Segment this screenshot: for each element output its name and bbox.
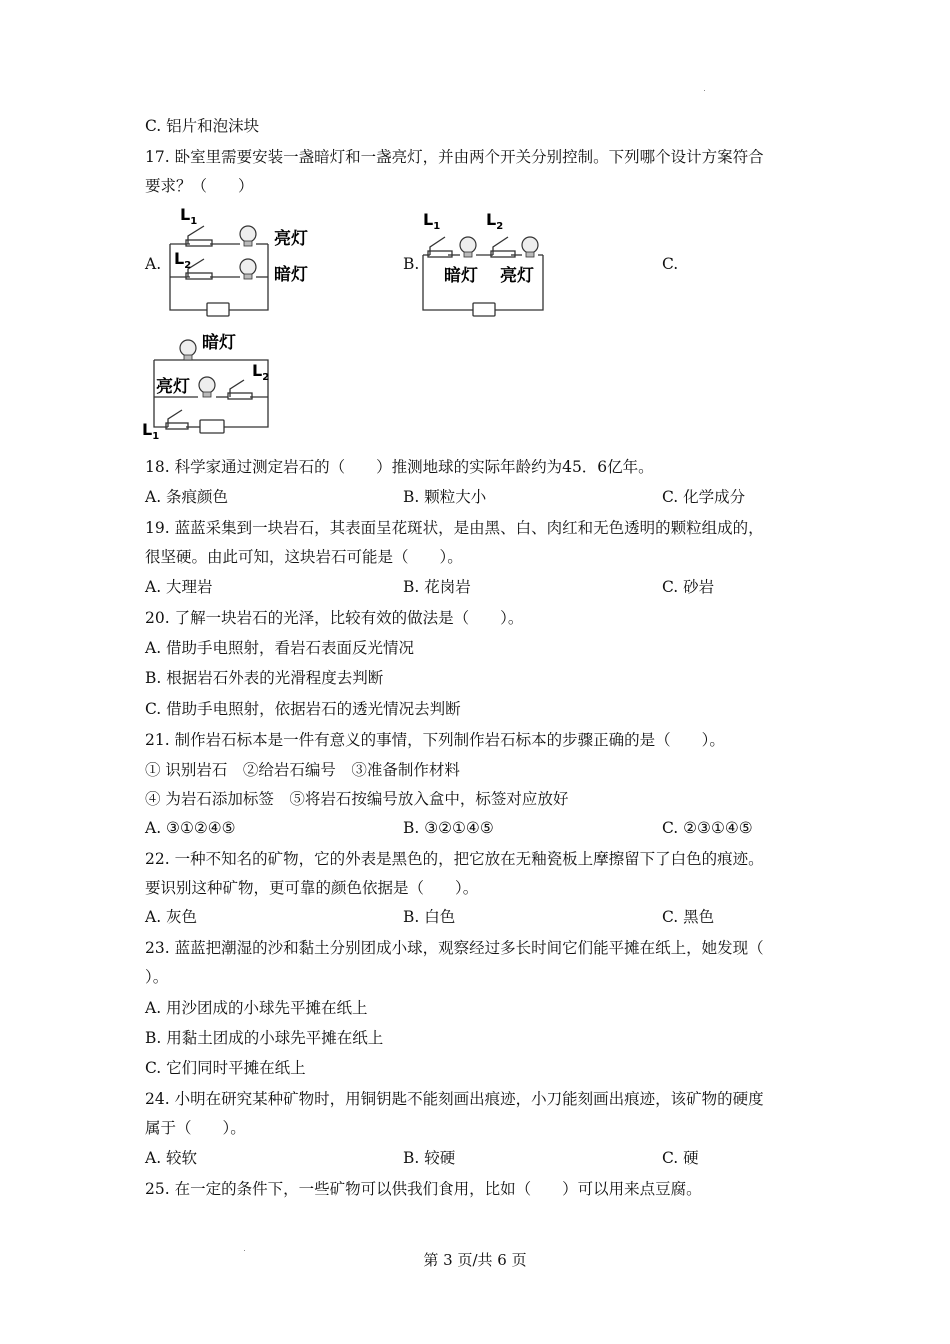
q23-option-a: A. 用沙团成的小球先平摊在纸上 bbox=[145, 999, 368, 1017]
q22-stem-line-2: 要识别这种矿物，更可靠的颜色依据是（ ）。 bbox=[145, 879, 479, 897]
circuit-c-label-bright: 亮灯 bbox=[156, 377, 190, 397]
circuit-b-label-l1: $L_1$ bbox=[423, 210, 441, 232]
q18-option-a: A. 条痕颜色 bbox=[145, 488, 229, 506]
q24-option-b: B. 较硬 bbox=[403, 1149, 456, 1167]
q19-option-b: B. 花岗岩 bbox=[403, 578, 471, 596]
q17-stem-line-2: 要求？（ ） bbox=[145, 177, 254, 195]
circuit-c-label-l2: $L_2$ bbox=[252, 361, 270, 383]
circuit-a-label-bright: 亮灯 bbox=[274, 229, 308, 249]
bulb-icon bbox=[460, 237, 538, 257]
q17-option-a-label: A. bbox=[145, 255, 162, 273]
circuit-a-label-l1: $L_1$ bbox=[180, 205, 198, 227]
q19-option-c: C. 砂岩 bbox=[662, 578, 715, 596]
q22-stem-line-1: 22. 一种不知名的矿物，它的外表是黑色的，把它放在无釉瓷板上摩擦留下了白色的痕迹。 bbox=[145, 850, 764, 868]
q21-option-a: A. ③①②④⑤ bbox=[145, 819, 236, 837]
q17-option-b-label: B. bbox=[403, 255, 420, 273]
circuit-a-label-l2: $L_2$ bbox=[174, 249, 192, 271]
circuit-b-label-l2: $L_2$ bbox=[486, 210, 504, 232]
q24-option-a: A. 较软 bbox=[145, 1149, 198, 1167]
q23-option-c: C. 它们同时平摊在纸上 bbox=[145, 1059, 306, 1077]
q21-option-c: C. ②③①④⑤ bbox=[662, 819, 753, 837]
circuit-diagram-b bbox=[418, 205, 553, 320]
circuit-c-label-dim: 暗灯 bbox=[202, 333, 236, 353]
q24-stem-line-1: 24. 小明在研究某种矿物时，用铜钥匙不能刻画出痕迹，小刀能刻画出痕迹，该矿物的硬度 bbox=[145, 1090, 764, 1108]
scan-dot bbox=[704, 90, 705, 91]
q22-option-c: C. 黑色 bbox=[662, 908, 715, 926]
page-footer: 第 3 页/共 6 页 bbox=[423, 1251, 527, 1269]
q20-option-b: B. 根据岩石外表的光滑程度去判断 bbox=[145, 669, 384, 687]
q18-option-c: C. 化学成分 bbox=[662, 488, 746, 506]
q20-stem: 20. 了解一块岩石的光泽，比较有效的做法是（ ）。 bbox=[145, 609, 524, 627]
q18-stem: 18. 科学家通过测定岩石的（ ）推测地球的实际年龄约为45．6亿年。 bbox=[145, 458, 654, 476]
q19-stem-line-1: 19. 蓝蓝采集到一块岩石，其表面呈花斑状，是由黑、白、肉红和无色透明的颗粒组成的， bbox=[145, 519, 764, 537]
q18-option-b: B. 颗粒大小 bbox=[403, 488, 487, 506]
q21-steps-line-1: ① 识别岩石 ②给岩石编号 ③准备制作材料 bbox=[145, 761, 460, 779]
q23-stem-line-1: 23. 蓝蓝把潮湿的沙和黏土分别团成小球，观察经过多长时间它们能平摊在纸上，她发现（ bbox=[145, 939, 764, 957]
bulb-icon bbox=[240, 226, 256, 279]
q22-option-b: B. 白色 bbox=[403, 908, 456, 926]
q24-option-c: C. 硬 bbox=[662, 1149, 699, 1167]
q23-option-b: B. 用黏土团成的小球先平摊在纸上 bbox=[145, 1029, 384, 1047]
circuit-b-label-bright: 亮灯 bbox=[500, 266, 534, 286]
q21-option-b: B. ③②①④⑤ bbox=[403, 819, 494, 837]
q21-steps-line-2: ④ 为岩石添加标签 ⑤将岩石按编号放入盒中，标签对应放好 bbox=[145, 790, 569, 808]
q17-stem-line-1: 17. 卧室里需要安装一盏暗灯和一盏亮灯，并由两个开关分别控制。下列哪个设计方案符合 bbox=[145, 148, 764, 166]
circuit-b-label-dim: 暗灯 bbox=[444, 266, 478, 286]
circuit-a-label-dim: 暗灯 bbox=[274, 265, 308, 285]
q24-stem-line-2: 属于（ ）。 bbox=[145, 1119, 246, 1137]
q21-stem: 21. 制作岩石标本是一件有意义的事情，下列制作岩石标本的步骤正确的是（ ）。 bbox=[145, 731, 725, 749]
q25-stem: 25. 在一定的条件下，一些矿物可以供我们食用，比如（ ）可以用来点豆腐。 bbox=[145, 1180, 702, 1198]
q22-option-a: A. 灰色 bbox=[145, 908, 198, 926]
circuit-diagram-c bbox=[140, 330, 275, 445]
q19-option-a: A. 大理岩 bbox=[145, 578, 213, 596]
q23-stem-line-2: ）。 bbox=[145, 968, 169, 986]
q16-option-c: C. 铝片和泡沫块 bbox=[145, 117, 260, 135]
q17-option-c-label: C. bbox=[662, 255, 679, 273]
q19-stem-line-2: 很坚硬。由此可知，这块岩石可能是（ ）。 bbox=[145, 548, 463, 566]
q20-option-c: C. 借助手电照射，依据岩石的透光情况去判断 bbox=[145, 700, 461, 718]
q20-option-a: A. 借助手电照射，看岩石表面反光情况 bbox=[145, 639, 415, 657]
circuit-diagram-a bbox=[160, 202, 320, 322]
circuit-c-label-l1: $L_1$ bbox=[142, 420, 160, 442]
